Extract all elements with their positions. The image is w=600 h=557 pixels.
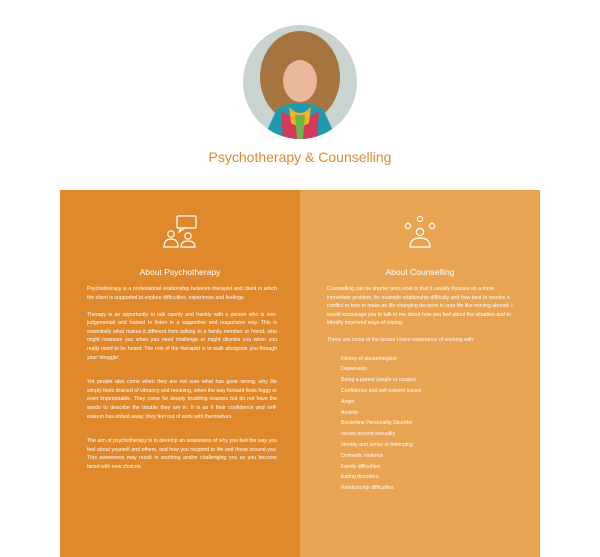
list-item: Family difficulties bbox=[341, 463, 381, 470]
list-item: Depression bbox=[341, 366, 368, 373]
paragraph: The aim of psychotherapy is to develop an awareness of why you feel the way you feel about yourself and others, and how you respond to life and those around you. This awareness may result in soothing and/or challenging you as you become faced with new choices. bbox=[87, 438, 277, 470]
psychotherapy-text bbox=[87, 285, 277, 480]
list-item: Anxiety bbox=[341, 409, 359, 416]
psychotherapy-panel bbox=[60, 190, 300, 557]
list-item: Borderline Personality Disorder bbox=[341, 420, 413, 427]
paragraph: Psychotherapy is a professional relationship between therapist and client in which the client is supported to explore difficulties, experience and feelings. bbox=[87, 286, 277, 301]
paragraph: Counselling can be shorter term work in that it usually focuses on a more immediate problem, for example relationship difficulty and how best to resolve a conflict or how to make an life changing decision in your life like moving abroad. I would encourage you to talk to me about how you feel about the situation and to identify improved ways of coping. bbox=[327, 286, 513, 327]
counselling-heading: About Counselling bbox=[385, 267, 455, 277]
paragraph: These are some of the issues I have experience of working with: bbox=[327, 337, 475, 344]
list-item: Issues around sexuality bbox=[341, 431, 396, 438]
list-item: Identity and sense of belonging bbox=[341, 441, 413, 448]
page-title: Psychotherapy & Counselling bbox=[208, 149, 392, 165]
list-item: Relationship difficulties bbox=[341, 485, 394, 492]
list-item: History of abuse/neglect bbox=[341, 355, 397, 362]
list-item: Domestic violence bbox=[341, 452, 384, 459]
counselling-panel bbox=[300, 190, 540, 557]
paragraph: Therapy is an opportunity to talk openly and frankly with a person who is non-judgemental and trained to listen in a supportive and responsive way. This is essentially what makes it different from talking to a family member or friend, who might reassure you when you need challenge or might dismiss you when you really need to be heard. The role of the therapist is to walk alongside you through your 'struggle'. bbox=[87, 311, 277, 361]
list-item: Anger bbox=[341, 398, 355, 405]
counselling-text bbox=[327, 285, 517, 494]
issues-list bbox=[327, 354, 517, 494]
list-item: Confidence and self esteem issues bbox=[341, 387, 422, 394]
therapist-photo bbox=[243, 25, 357, 139]
paragraph: Yet people also come when they are not sure what has gone wrong, why life simply feels drained of vibrancy and meaning, when the way forward feels foggy or even impenetrable. They come for deeply troubling reasons but do not have the words to describe the trouble they are in. It is as if their confidence and self-esteem has ebbed away; they feel out of sorts with themselves. bbox=[87, 379, 277, 420]
list-item: Being a parent (single or couple) bbox=[341, 377, 416, 384]
chat-people-icon bbox=[161, 214, 199, 255]
psychotherapy-heading: About Psychotherapy bbox=[139, 267, 221, 277]
group-icon bbox=[402, 214, 438, 255]
list-item: Eating disorders bbox=[341, 474, 379, 481]
